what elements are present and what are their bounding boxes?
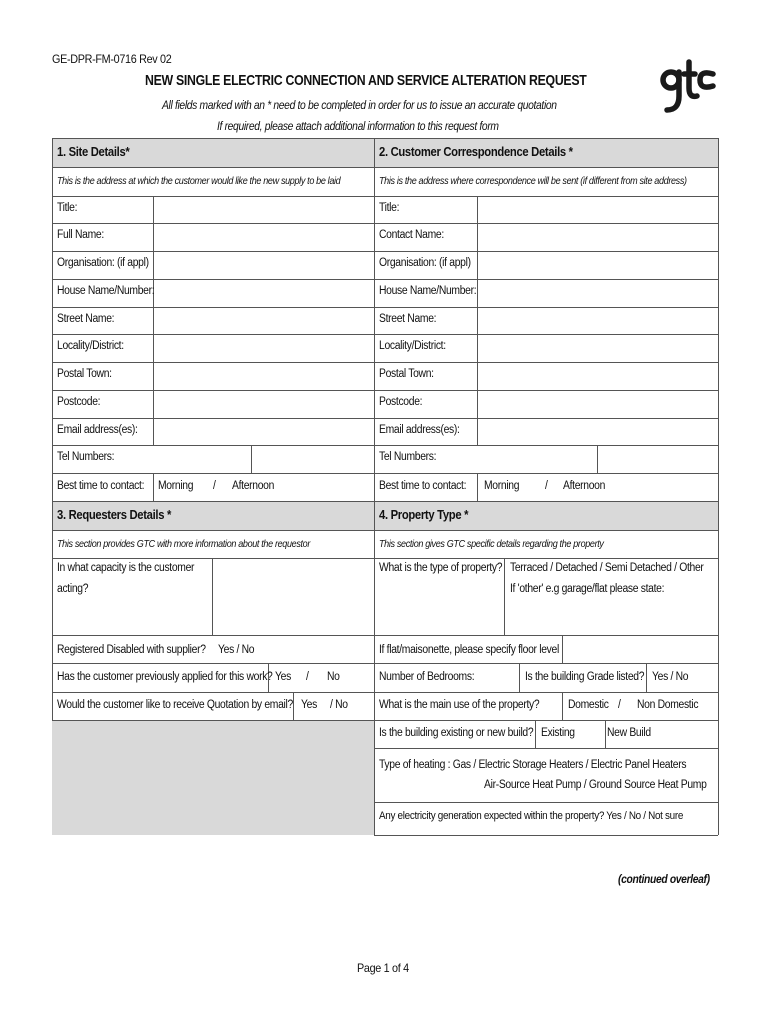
main-use-question: What is the main use of the property? bbox=[379, 699, 540, 711]
grid-line bbox=[52, 530, 718, 531]
grid-line bbox=[374, 138, 375, 835]
s2-field-input[interactable] bbox=[477, 363, 712, 389]
s2-field-input[interactable] bbox=[477, 252, 712, 278]
section-3-title: 3. Requesters Details * bbox=[57, 508, 172, 522]
applied-question: Has the customer previously applied for this work? bbox=[57, 671, 273, 683]
grid-line bbox=[52, 692, 718, 693]
s1-field-label: House Name/Number: bbox=[57, 285, 155, 297]
generation-question[interactable]: Any electricity generation expected within the property? Yes / No / Not sure bbox=[379, 810, 684, 822]
grid-line bbox=[374, 835, 718, 836]
grid-line bbox=[52, 167, 718, 168]
bedrooms-question: Number of Bedrooms: bbox=[379, 671, 475, 683]
property-type-question: What is the type of property? bbox=[379, 562, 503, 574]
s1-field-input[interactable] bbox=[155, 363, 370, 389]
s1-field-input[interactable] bbox=[155, 224, 370, 250]
grid-line bbox=[52, 473, 718, 474]
s2-field-input[interactable] bbox=[477, 419, 712, 445]
s2-field-label: Locality/District: bbox=[379, 340, 446, 352]
grid-line bbox=[52, 720, 374, 721]
grid-line bbox=[52, 635, 718, 636]
s2-morning-option[interactable]: Morning bbox=[484, 480, 520, 492]
grid-line bbox=[52, 138, 718, 139]
s2-field-label: Street Name: bbox=[379, 313, 437, 325]
grid-line bbox=[52, 663, 718, 664]
grid-line bbox=[52, 501, 718, 502]
grid-line bbox=[646, 663, 647, 692]
property-type-options[interactable]: Terraced / Detached / Semi Detached / Other bbox=[510, 562, 704, 574]
s1-field-input[interactable] bbox=[155, 308, 370, 334]
heating-line1[interactable]: Type of heating : Gas / Electric Storage Heaters / Electric Panel Heaters bbox=[379, 759, 687, 771]
s1-slash: / bbox=[213, 480, 216, 492]
s1-field-input[interactable] bbox=[155, 252, 370, 278]
applied-yes[interactable]: Yes bbox=[275, 671, 291, 683]
s1-field-label: Postcode: bbox=[57, 396, 101, 408]
grid-line bbox=[293, 692, 294, 720]
capacity-label-line2: acting? bbox=[57, 583, 89, 595]
s2-field-label: Organisation: (if appl) bbox=[379, 257, 471, 269]
heating-line2[interactable]: Air-Source Heat Pump / Ground Source Heat Pump bbox=[484, 779, 707, 791]
disabled-options[interactable]: Yes / No bbox=[218, 644, 255, 656]
grid-line bbox=[562, 692, 563, 720]
s2-field-input[interactable] bbox=[477, 308, 712, 334]
s2-field-label: Title: bbox=[379, 202, 400, 214]
grid-line bbox=[52, 558, 718, 559]
flat-level-question: If flat/maisonette, please specify floor level bbox=[379, 644, 559, 656]
email-yes[interactable]: Yes bbox=[301, 699, 317, 711]
section-2-description: This is the address where correspondence will be sent (if different from site address) bbox=[379, 175, 687, 187]
grid-line bbox=[605, 720, 606, 748]
email-no[interactable]: / No bbox=[330, 699, 348, 711]
s1-field-label: Street Name: bbox=[57, 313, 115, 325]
disabled-question: Registered Disabled with supplier? bbox=[57, 644, 206, 656]
grid-line bbox=[374, 748, 718, 749]
section-2-title: 2. Customer Correspondence Details * bbox=[379, 145, 573, 159]
s2-field-input[interactable] bbox=[477, 224, 712, 250]
grid-line bbox=[504, 558, 505, 635]
section-1-title: 1. Site Details* bbox=[57, 145, 130, 159]
applied-no[interactable]: No bbox=[327, 671, 340, 683]
grid-line bbox=[718, 138, 719, 835]
s2-field-input[interactable] bbox=[477, 280, 712, 306]
build-new[interactable]: New Build bbox=[607, 727, 651, 739]
use-domestic[interactable]: Domestic bbox=[568, 699, 609, 711]
grid-line bbox=[52, 138, 53, 720]
s2-field-label: House Name/Number: bbox=[379, 285, 477, 297]
s1-field-label: Organisation: (if appl) bbox=[57, 257, 149, 269]
build-existing[interactable]: Existing bbox=[541, 727, 575, 739]
section-4-title: 4. Property Type * bbox=[379, 508, 469, 522]
grid-line bbox=[562, 635, 563, 663]
build-question: Is the building existing or new build? bbox=[379, 727, 534, 739]
subtitle-required: All fields marked with an * need to be completed in order for us to issue an accurate quotation bbox=[162, 98, 557, 112]
s1-field-input[interactable] bbox=[155, 280, 370, 306]
grid-line bbox=[477, 473, 478, 501]
s2-field-label: Postal Town: bbox=[379, 368, 434, 380]
use-slash: / bbox=[618, 699, 621, 711]
s1-field-input[interactable] bbox=[155, 446, 370, 472]
s1-field-input[interactable] bbox=[155, 419, 370, 445]
s2-best-time-label: Best time to contact: bbox=[379, 480, 467, 492]
s2-field-input[interactable] bbox=[477, 391, 712, 417]
s1-field-input[interactable] bbox=[155, 335, 370, 361]
form-reference: GE-DPR-FM-0716 Rev 02 bbox=[52, 52, 172, 66]
grid-line bbox=[153, 196, 154, 445]
grid-line bbox=[519, 663, 520, 692]
section-1-description: This is the address at which the customer would like the new supply to be laid bbox=[57, 175, 341, 187]
s2-field-input[interactable] bbox=[477, 335, 712, 361]
s1-morning-option[interactable]: Morning bbox=[158, 480, 194, 492]
s2-field-label: Contact Name: bbox=[379, 229, 444, 241]
capacity-label-line1: In what capacity is the customer bbox=[57, 562, 195, 574]
subtitle-attach: If required, please attach additional information to this request form bbox=[217, 119, 499, 133]
property-type-other: If 'other' e.g garage/flat please state: bbox=[510, 583, 665, 595]
s2-afternoon-option[interactable]: Afternoon bbox=[563, 480, 606, 492]
gtc-logo bbox=[660, 58, 716, 128]
grade-listed-options[interactable]: Yes / No bbox=[652, 671, 689, 683]
s2-field-label: Email address(es): bbox=[379, 424, 460, 436]
grade-listed-question: Is the building Grade listed? bbox=[525, 671, 645, 683]
section-4-description: This section gives GTC specific details regarding the property bbox=[379, 538, 604, 550]
grid-line bbox=[153, 473, 154, 501]
grid-line bbox=[374, 802, 718, 803]
s2-field-input[interactable] bbox=[477, 446, 712, 472]
continued-overleaf: (continued overleaf) bbox=[618, 872, 710, 886]
s1-field-label: Title: bbox=[57, 202, 78, 214]
s2-field-input[interactable] bbox=[477, 197, 712, 223]
grid-line bbox=[212, 558, 213, 635]
s1-field-label: Full Name: bbox=[57, 229, 104, 241]
empty-shaded-cell bbox=[52, 720, 374, 835]
email-question: Would the customer like to receive Quotation by email? bbox=[57, 699, 293, 711]
s1-field-label: Email address(es): bbox=[57, 424, 138, 436]
s1-afternoon-option[interactable]: Afternoon bbox=[232, 480, 275, 492]
applied-slash: / bbox=[306, 671, 309, 683]
s2-slash: / bbox=[545, 480, 548, 492]
s1-field-label: Locality/District: bbox=[57, 340, 124, 352]
s1-field-input[interactable] bbox=[155, 197, 370, 223]
s2-field-label: Tel Numbers: bbox=[379, 451, 437, 463]
s2-field-label: Postcode: bbox=[379, 396, 423, 408]
s1-best-time-label: Best time to contact: bbox=[57, 480, 145, 492]
s1-field-label: Postal Town: bbox=[57, 368, 112, 380]
s1-field-label: Tel Numbers: bbox=[57, 451, 115, 463]
s1-field-input[interactable] bbox=[155, 391, 370, 417]
page-title: NEW SINGLE ELECTRIC CONNECTION AND SERVICE ALTERATION REQUEST bbox=[145, 72, 587, 89]
grid-line bbox=[535, 720, 536, 748]
page-number: Page 1 of 4 bbox=[357, 961, 409, 975]
use-non-domestic[interactable]: Non Domestic bbox=[637, 699, 699, 711]
section-3-description: This section provides GTC with more information about the requestor bbox=[57, 538, 311, 550]
